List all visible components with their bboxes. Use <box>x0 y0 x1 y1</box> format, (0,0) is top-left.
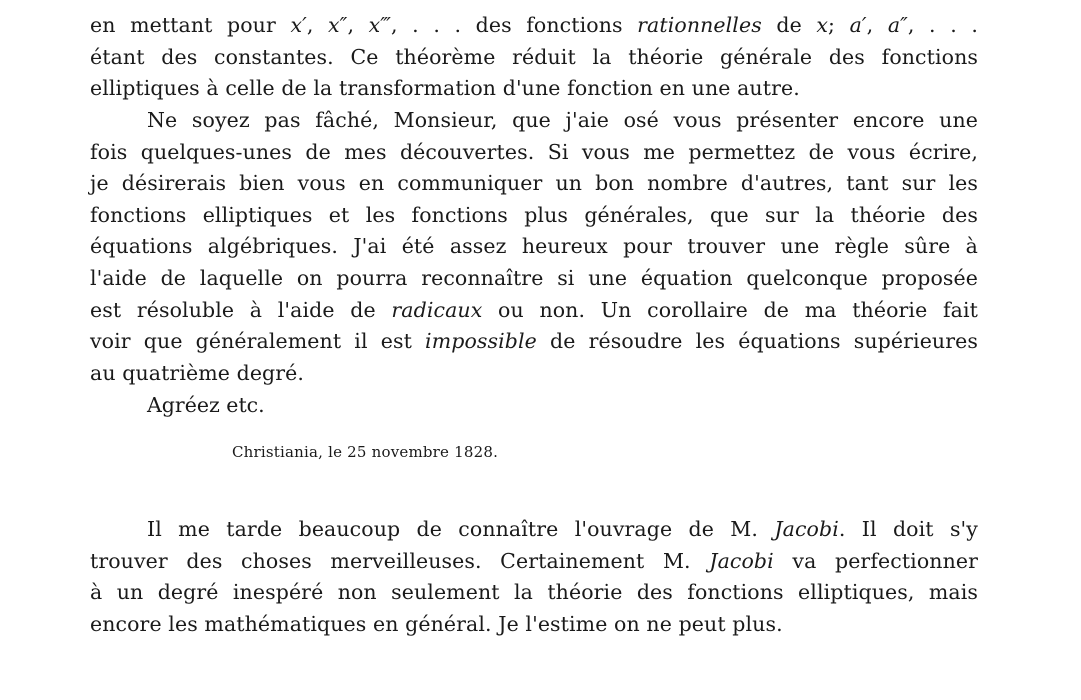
emphasis-rationnelles: rationnelles <box>637 13 762 37</box>
math-variable: a′ <box>849 13 867 37</box>
text-run: est résoluble à l'aide de <box>90 297 392 322</box>
paragraph-discoveries <box>90 105 978 389</box>
text-run: en mettant pour <box>90 13 291 37</box>
text-line <box>90 10 978 42</box>
text-line <box>90 546 978 578</box>
text-run: de résoudre les équations supérieures <box>536 329 978 354</box>
emphasis-jacobi: Jacobi <box>774 517 839 541</box>
emphasis-radicaux: radicaux <box>391 297 483 322</box>
closing-salutation: Agréez etc. <box>147 393 265 417</box>
text-run: , . . . des fonctions <box>391 13 638 37</box>
text-run: Il me tarde beaucoup de connaître l'ouvrage de M. <box>147 517 775 541</box>
text-line: à un degré inespéré non seulement la théorie des fonctions elliptiques, mais <box>90 580 978 605</box>
dateline: Christiania, le 25 novembre 1828. <box>232 443 499 461</box>
text-run: , <box>306 13 329 37</box>
emphasis-impossible: impossible <box>425 329 537 354</box>
text-line: fois quelques-unes de mes découvertes. Si vous me permettez de vous écrire, <box>90 139 978 164</box>
text-line: l'aide de laquelle on pourra reconnaître si une équation quelconque proposée <box>90 265 978 290</box>
text-line <box>90 295 978 327</box>
paragraph-transformation-theorem <box>90 10 978 105</box>
text-run: . Il doit s'y <box>838 517 978 541</box>
text-line <box>90 326 978 358</box>
text-run: ou non. Un corollaire de ma théorie fait <box>482 297 978 322</box>
text-line: elliptiques à celle de la transformation d'une fonction en une autre. <box>90 76 800 101</box>
text-run: trouver des choses merveilleuses. Certainement M. <box>90 548 710 573</box>
math-variable: x′ <box>290 13 307 37</box>
text-line: je désirerais bien vous en communiquer un bon nombre d'autres, tant sur les <box>90 171 978 196</box>
text-run: de <box>761 13 817 37</box>
paragraph-postscript-jacobi <box>90 514 978 640</box>
text-line: encore les mathématiques en général. Je l'estime on ne peut plus. <box>90 611 783 636</box>
text-line: au quatrième degré. <box>90 360 305 385</box>
math-variable: x <box>816 13 829 37</box>
text-line <box>90 514 978 546</box>
text-line: Ne soyez pas fâché, Monsieur, que j'aie osé vous présenter encore une <box>147 108 978 132</box>
text-line: équations algébriques. J'ai été assez heureux pour trouver une règle sûre à <box>90 234 978 259</box>
text-run: , <box>347 13 369 37</box>
math-variable: x″ <box>328 13 348 37</box>
text-run: voir que généralement il est <box>90 329 426 354</box>
emphasis-jacobi: Jacobi <box>709 548 774 573</box>
text-run: va perfectionner <box>773 548 978 573</box>
math-variable: a″ <box>887 13 908 37</box>
math-variable: x‴ <box>368 13 392 37</box>
text-line: fonctions elliptiques et les fonctions plus générales, que sur la théorie des <box>90 202 978 227</box>
text-run: , . . . <box>907 13 978 37</box>
text-run: ; <box>828 13 850 37</box>
text-run: , <box>866 13 888 37</box>
text-line: étant des constantes. Ce théorème réduit la théorie générale des fonctions <box>90 44 978 69</box>
